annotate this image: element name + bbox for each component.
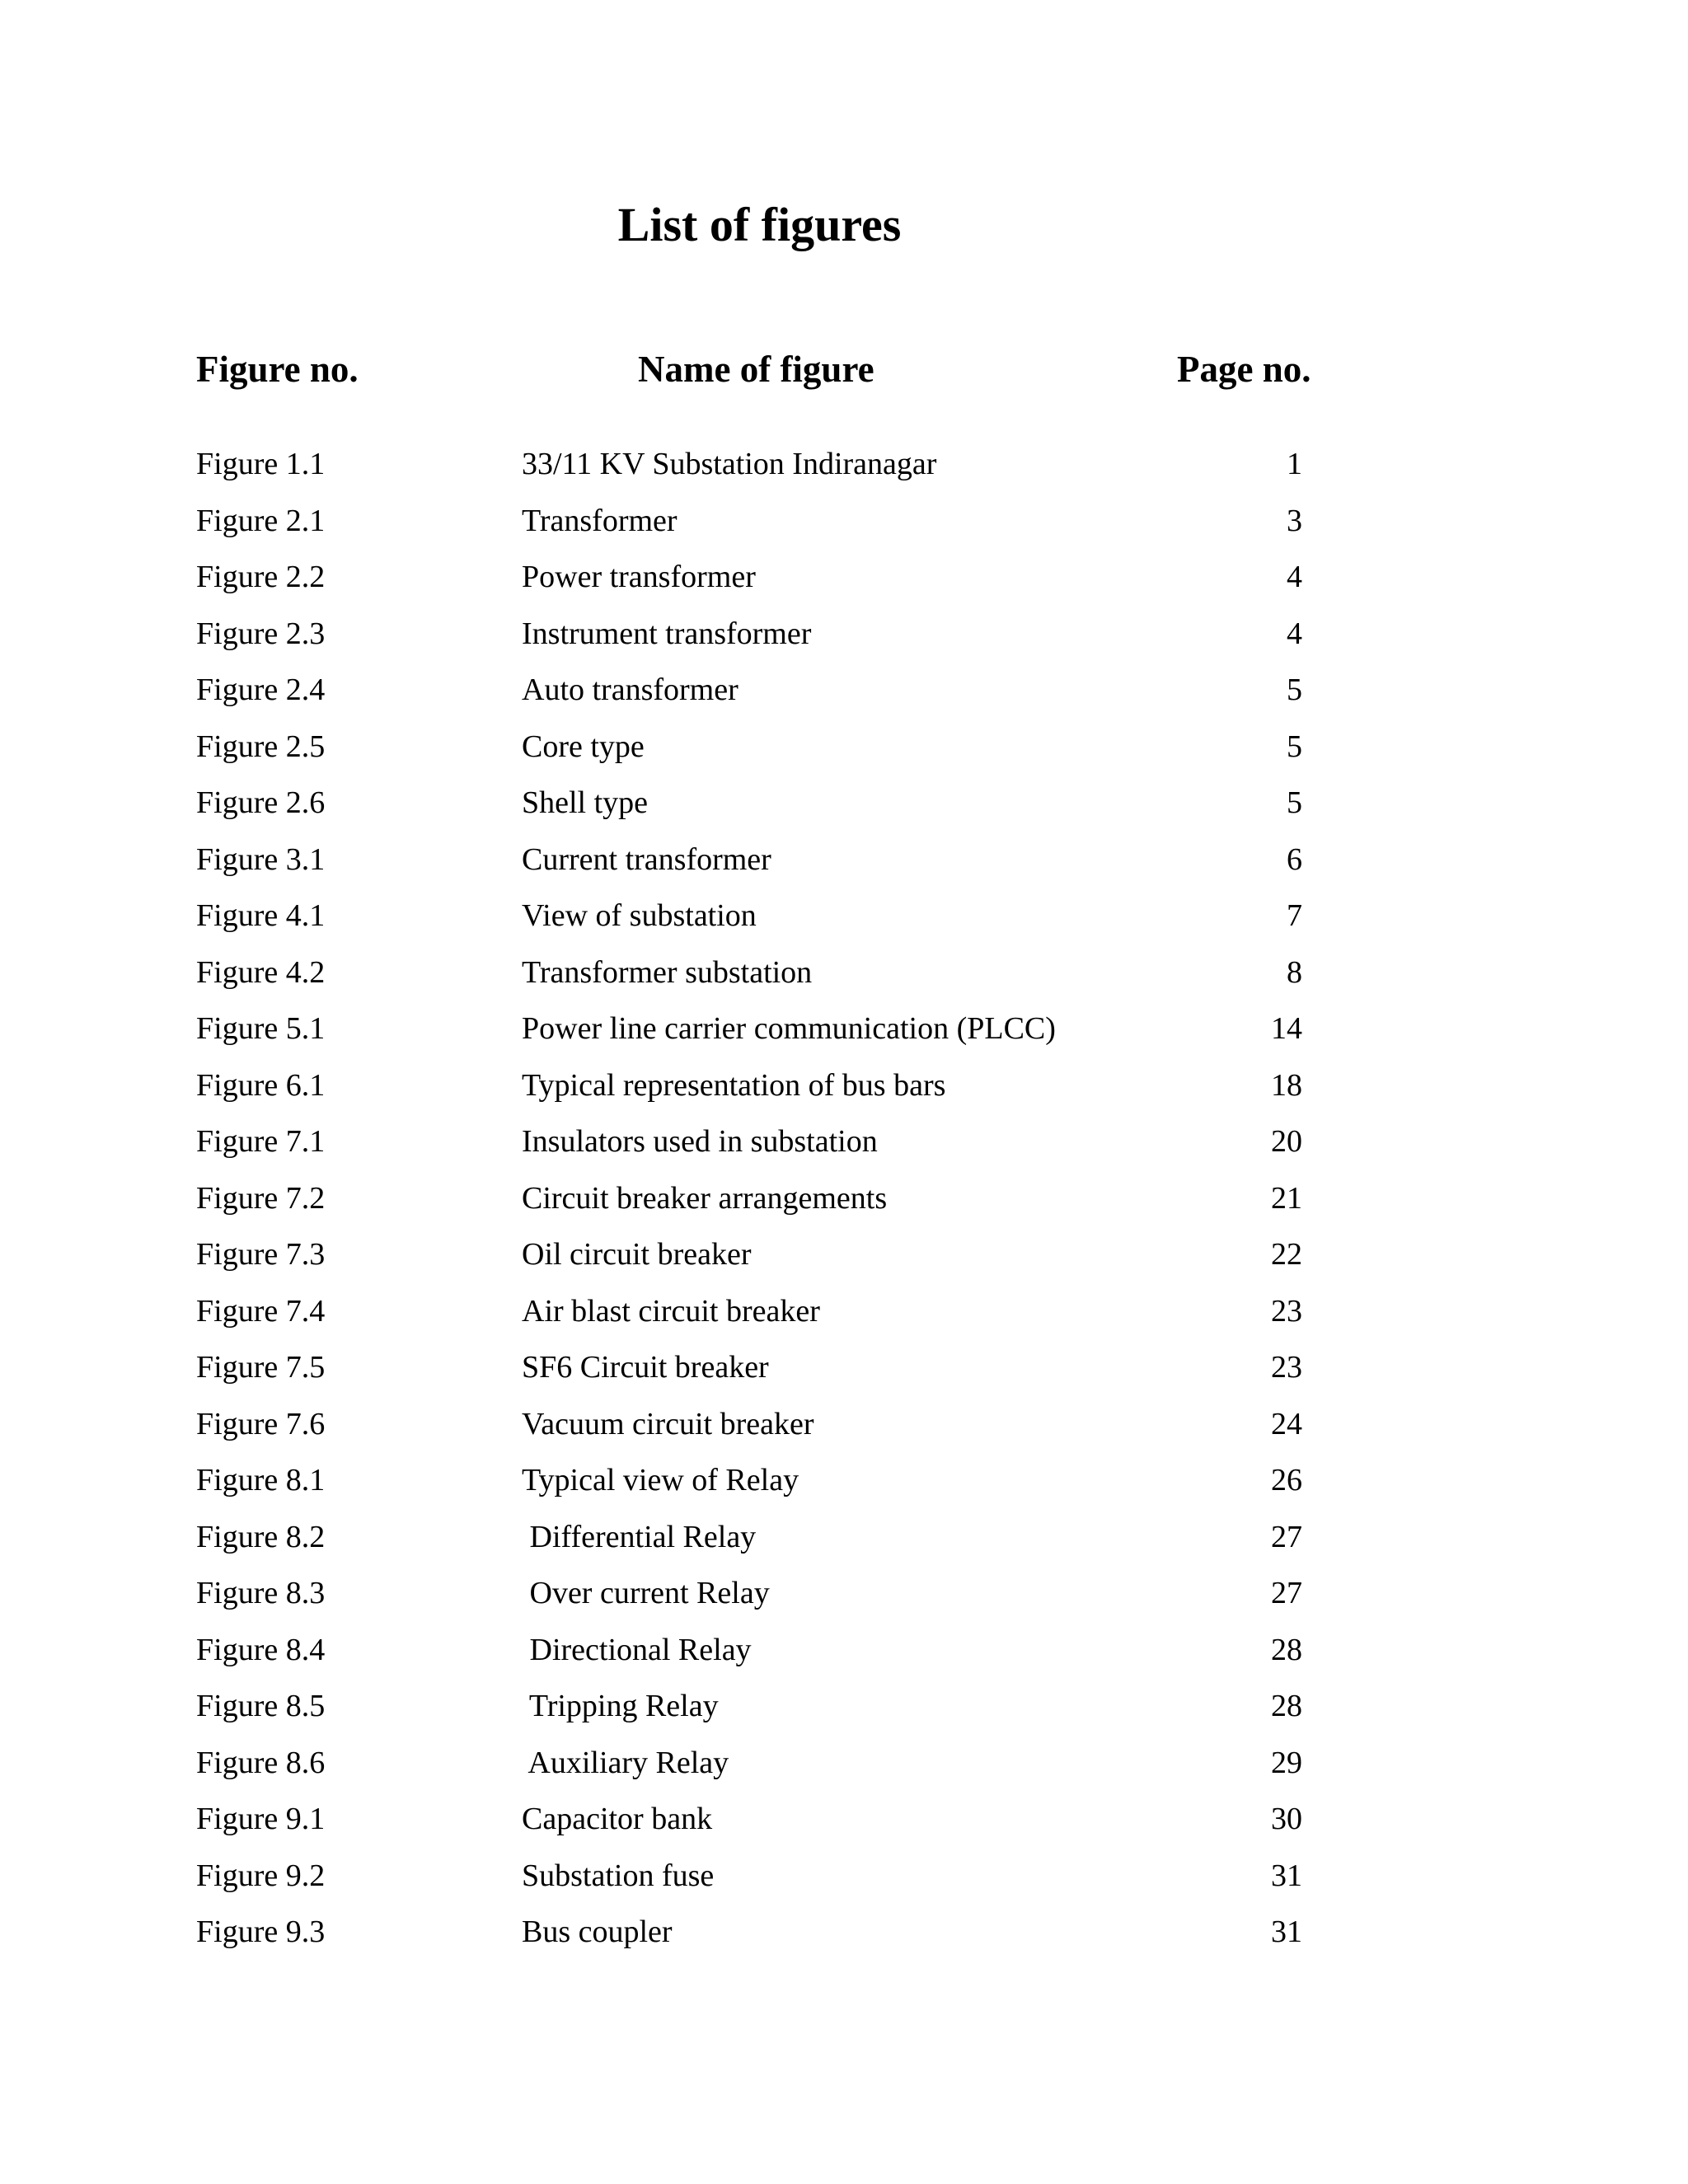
table-row <box>0 499 1688 556</box>
page-number: 18 <box>1271 1067 1302 1103</box>
page-number: 27 <box>1271 1519 1302 1554</box>
table-row <box>0 1177 1688 1234</box>
page-number: 4 <box>1287 616 1302 651</box>
figure-number: Figure 2.5 <box>196 729 326 764</box>
figure-name: Capacitor bank <box>522 1802 713 1836</box>
header-page-no: Page no. <box>1177 349 1311 390</box>
figure-number: Figure 7.2 <box>196 1180 326 1216</box>
table-row <box>0 838 1688 895</box>
page-number: 1 <box>1287 447 1302 481</box>
figure-name: Oil circuit breaker <box>522 1237 752 1272</box>
figure-name: SF6 Circuit breaker <box>522 1350 769 1385</box>
figure-name: Shell type <box>522 785 649 820</box>
table-row <box>0 1064 1688 1121</box>
figure-name: Circuit breaker arrangements <box>522 1180 888 1216</box>
page-number: 21 <box>1271 1180 1302 1216</box>
figure-number: Figure 8.4 <box>196 1632 326 1667</box>
table-row <box>0 612 1688 669</box>
figure-number: Figure 3.1 <box>196 841 326 877</box>
figure-name: Current transformer <box>522 841 771 877</box>
figure-name: Transformer substation <box>522 954 813 990</box>
figure-name: Over current Relay <box>522 1576 770 1610</box>
header-name-of-figure: Name of figure <box>638 349 874 390</box>
table-header <box>0 344 1688 394</box>
table-row <box>0 1516 1688 1572</box>
table-row <box>0 894 1688 951</box>
figure-number: Figure 9.2 <box>196 1858 326 1893</box>
page-number: 20 <box>1271 1124 1302 1159</box>
page-number: 8 <box>1287 954 1302 990</box>
figure-number: Figure 2.6 <box>196 785 326 820</box>
figure-name: Power line carrier communication (PLCC) <box>522 1011 1056 1046</box>
page-title: List of figures <box>617 198 902 251</box>
figure-name: Vacuum circuit breaker <box>522 1406 814 1441</box>
table-row <box>0 1854 1688 1911</box>
figure-number: Figure 8.2 <box>196 1519 326 1554</box>
page-number: 23 <box>1271 1350 1302 1385</box>
table-row <box>0 1572 1688 1629</box>
page-number: 29 <box>1271 1745 1302 1780</box>
page-number: 24 <box>1271 1406 1302 1441</box>
figure-name: Air blast circuit breaker <box>522 1293 820 1329</box>
table-row <box>0 443 1688 499</box>
figure-number: Figure 7.1 <box>196 1124 326 1159</box>
figure-number: Figure 1.1 <box>196 447 326 481</box>
figure-name: Differential Relay <box>522 1519 757 1554</box>
figure-number: Figure 9.3 <box>196 1915 326 1949</box>
figure-name: Auxiliary Relay <box>522 1745 729 1780</box>
figure-number: Figure 2.3 <box>196 616 326 651</box>
table-row <box>0 1685 1688 1741</box>
figure-name: Auto transformer <box>522 673 738 707</box>
figure-number: Figure 7.4 <box>196 1293 326 1329</box>
page-number: 4 <box>1287 560 1302 594</box>
page-number: 31 <box>1271 1915 1302 1949</box>
figure-name: Instrument transformer <box>522 616 812 651</box>
figure-number: Figure 4.1 <box>196 898 326 933</box>
page-number: 22 <box>1271 1237 1302 1272</box>
table-row <box>0 1120 1688 1177</box>
table-row <box>0 555 1688 612</box>
page-number: 5 <box>1287 785 1302 820</box>
page-number: 6 <box>1287 841 1302 877</box>
page-number: 31 <box>1271 1858 1302 1893</box>
table-row <box>0 1910 1688 1967</box>
figure-number: Figure 8.3 <box>196 1576 326 1610</box>
figure-name: Power transformer <box>522 560 756 594</box>
table-row <box>0 725 1688 782</box>
page-number: 14 <box>1271 1011 1302 1046</box>
figure-name: Transformer <box>522 503 678 538</box>
page-number: 7 <box>1287 898 1302 933</box>
figure-number: Figure 5.1 <box>196 1011 326 1046</box>
table-row <box>0 1403 1688 1460</box>
figure-name: Substation fuse <box>522 1858 715 1893</box>
figure-list <box>0 443 1688 1967</box>
figure-name: Bus coupler <box>522 1915 673 1949</box>
figure-number: Figure 8.5 <box>196 1689 326 1723</box>
figure-name: Tripping Relay <box>522 1689 719 1723</box>
figure-number: Figure 7.3 <box>196 1237 326 1272</box>
page-number: 27 <box>1271 1576 1302 1610</box>
header-figure-no: Figure no. <box>196 349 359 390</box>
figure-name: Core type <box>522 729 645 764</box>
page-number: 5 <box>1287 673 1302 707</box>
table-row <box>0 1007 1688 1064</box>
table-row <box>0 1346 1688 1403</box>
page-number: 28 <box>1271 1689 1302 1723</box>
figure-name: Typical view of Relay <box>522 1463 799 1497</box>
figure-number: Figure 8.1 <box>196 1463 326 1497</box>
page-number: 26 <box>1271 1463 1302 1497</box>
table-row <box>0 1797 1688 1854</box>
figure-number: Figure 2.4 <box>196 673 326 707</box>
figure-number: Figure 8.6 <box>196 1745 326 1780</box>
table-row <box>0 781 1688 838</box>
figure-number: Figure 6.1 <box>196 1067 326 1103</box>
page-number: 30 <box>1271 1802 1302 1836</box>
table-row <box>0 951 1688 1008</box>
table-row <box>0 668 1688 725</box>
page-number: 28 <box>1271 1632 1302 1667</box>
page-number: 3 <box>1287 503 1302 538</box>
figure-number: Figure 7.6 <box>196 1406 326 1441</box>
table-row <box>0 1459 1688 1516</box>
table-row <box>0 1741 1688 1798</box>
figure-name: Insulators used in substation <box>522 1124 878 1159</box>
figure-number: Figure 2.1 <box>196 503 326 538</box>
table-row <box>0 1290 1688 1347</box>
table-row <box>0 1233 1688 1290</box>
figure-number: Figure 9.1 <box>196 1802 326 1836</box>
figure-number: Figure 4.2 <box>196 954 326 990</box>
page-number: 5 <box>1287 729 1302 764</box>
figure-number: Figure 7.5 <box>196 1350 326 1385</box>
figure-name: 33/11 KV Substation Indiranagar <box>522 447 937 481</box>
figure-name: View of substation <box>522 898 757 933</box>
figure-number: Figure 2.2 <box>196 560 326 594</box>
figure-name: Directional Relay <box>522 1632 752 1667</box>
page-number: 23 <box>1271 1293 1302 1329</box>
figure-name: Typical representation of bus bars <box>522 1067 946 1103</box>
table-row <box>0 1629 1688 1685</box>
